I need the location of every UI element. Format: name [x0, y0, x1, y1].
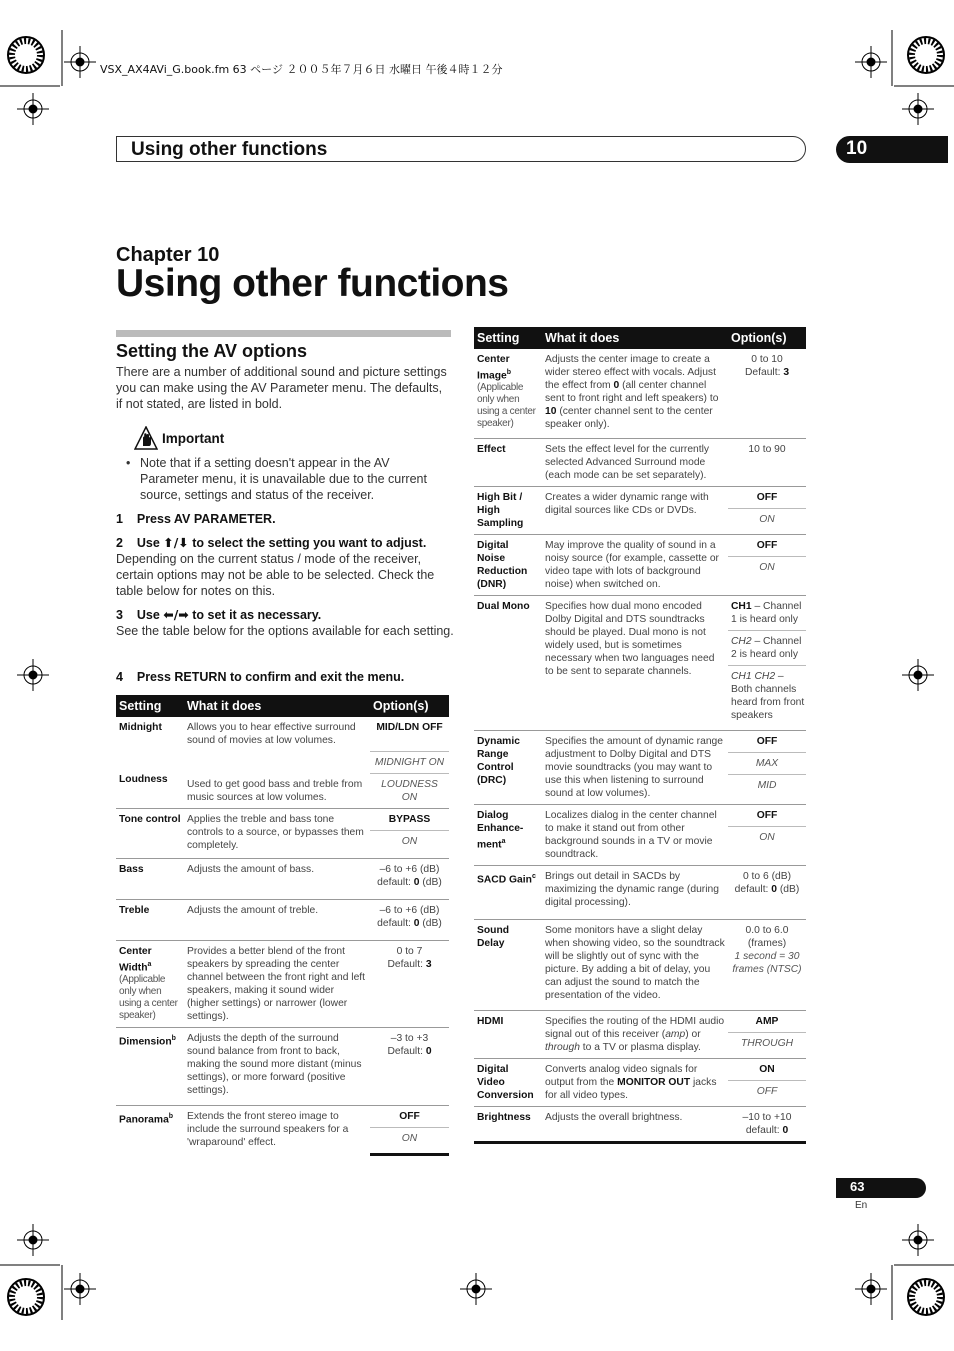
setting-name [116, 940, 184, 1027]
option-alt: THROUGH [728, 1032, 806, 1054]
default-value: 0 [425, 1045, 432, 1057]
option-value [370, 940, 449, 1027]
setting-name: Brightness [474, 1107, 542, 1143]
option-default [373, 1045, 446, 1058]
option-default [731, 883, 803, 896]
option-value [728, 920, 806, 1011]
step-1 [116, 511, 456, 527]
option-value [728, 805, 806, 866]
default-label: Default: [387, 958, 426, 970]
setting-name-text: Center Width [119, 945, 152, 973]
footnote-ref: b [168, 1112, 174, 1120]
desc-part: (center channel sent to the center speaker only). [545, 406, 713, 430]
table-row [474, 1059, 806, 1107]
desc-bold: 0 [613, 380, 620, 391]
desc-part: Adjusts the center image to create a wider stereo effect with vocals. Adjust the effect from [545, 354, 716, 391]
file-header: VSX_AX4AVi_G.book.fm 63 ページ ２００５年７月６日 水曜日 午後４時１２分 [100, 63, 503, 76]
table-row [474, 487, 806, 535]
desc-part: Specifies the routing of the HDMI audio signal out of this receiver ( [545, 1016, 725, 1041]
warning-hand-icon [134, 426, 158, 450]
chapter-tab-number: 10 [846, 138, 868, 159]
step-3-body: See the table below for the options available for each setting. [116, 624, 454, 638]
option-value [370, 751, 449, 773]
default-unit: (dB) [777, 884, 800, 896]
setting-name: Digital Noise Reduction (DNR) [474, 535, 542, 596]
option-alt: ON [728, 556, 806, 574]
setting-description: Allows you to hear effective surround sound of movies at low volumes. [187, 722, 356, 746]
option-value [370, 830, 449, 858]
col-setting: Setting [116, 695, 184, 717]
bullet-dot-icon: • [126, 456, 131, 470]
option-note: 1 second = 30 frames (NTSC) [732, 951, 802, 976]
table-row [474, 1107, 806, 1143]
table-row [474, 920, 806, 1011]
setting-name-text: Dialog Enhance-ment [477, 810, 524, 851]
setting-name: High Bit / High Sampling [474, 487, 542, 535]
setting-description: Adjusts the depth of the surround sound balance from front to back, making the sound more distant (minus settings), or more forward (positive settings). [184, 1027, 370, 1105]
footnote-ref: b [171, 1034, 176, 1042]
setting-name: Sound Delay [474, 920, 542, 1011]
option-alt [728, 630, 806, 661]
option-range: –6 to +6 (dB) [379, 863, 440, 875]
option-alt: MID [728, 774, 806, 798]
table-row [474, 1011, 806, 1059]
option-value [728, 866, 806, 920]
option-key: CH1 CH2 [731, 671, 776, 683]
option-range: 0 to 6 (dB) [742, 871, 792, 883]
table-row [116, 1027, 449, 1105]
setting-name-text: SACD Gain [477, 874, 532, 886]
table-row [116, 808, 449, 830]
important-bullet [126, 455, 451, 503]
setting-name [116, 1027, 184, 1105]
important-bullet-text: Note that if a setting doesn't appear in the AV Parameter menu, it is unavailable due to the current source, settings and status of the receiver. [140, 456, 427, 502]
default-label: default: [377, 876, 414, 888]
table-row [116, 899, 449, 940]
important-title: Important [162, 431, 225, 446]
step-1-text: Press AV PARAMETER. [136, 512, 276, 526]
default-unit: (dB) [419, 876, 442, 888]
col-what: What it does [542, 327, 728, 349]
setting-name: Treble [116, 899, 184, 940]
option-value [370, 1127, 449, 1154]
desc-bold: MONITOR OUT [617, 1077, 691, 1089]
running-header-title: Using other functions [131, 139, 328, 160]
col-what: What it does [184, 695, 370, 717]
option-value [728, 731, 806, 805]
option-default: OFF [399, 1110, 420, 1122]
setting-note: (Applicable only when using a center speaker) [119, 973, 178, 1021]
default-value: 0 [782, 1125, 789, 1137]
setting-description: Provides a better blend of the front speakers by spreading the center channel between the front right and left speakers, making it sound wider (higher settings) or narrower (lower settings). [184, 940, 370, 1027]
setting-name-text: Panorama [119, 1113, 169, 1125]
option-value [728, 349, 806, 439]
option-alt: ON [728, 826, 806, 844]
footnote-ref: c [531, 873, 536, 881]
setting-description: Some monitors have a slight delay when showing video, so the soundtrack will be slightly out of sync with the picture. By adding a bit of delay, you can adjust the sound to match the presentation of the video. [542, 920, 728, 1011]
option-range: 0.0 to 6.0 [745, 925, 789, 937]
table-header-row [116, 695, 449, 717]
section-intro: There are a number of additional sound and picture settings you can make using the AV Parameter menu. The defaults, if not stated, are listed in bold. [116, 365, 447, 411]
option-value [370, 1027, 449, 1105]
desc-part: (all center channel sent to front right and left speakers) to [545, 380, 719, 404]
av-options-table-right [474, 327, 806, 1144]
col-options: Option(s) [728, 327, 806, 349]
default-value: 0 [413, 876, 420, 888]
step-4 [116, 669, 456, 685]
option-range: 10 to 90 [748, 444, 786, 456]
desc-italic: through [545, 1042, 580, 1054]
step-3-number: 3 [116, 608, 123, 622]
option-default: BYPASS [388, 813, 431, 825]
running-header [116, 136, 806, 162]
desc-part: jacks for all video types. [545, 1077, 717, 1102]
step-4-number: 4 [116, 670, 123, 684]
default-label: Default: [744, 367, 784, 378]
default-value: 3 [783, 367, 790, 378]
option-value [370, 858, 449, 899]
section-rule [116, 330, 451, 337]
option-key: CH1 [731, 601, 752, 613]
option-default [373, 876, 446, 889]
setting-name: Effect [474, 439, 542, 487]
option-default [731, 1124, 803, 1137]
setting-description: Specifies how dual mono encoded Dolby Digital and DTS soundtracks should be played. Dual mono is not widely used, but is sometimes necessary when two languages need to be sent to separate channels. [542, 596, 728, 731]
page-language: En [855, 1200, 868, 1211]
default-label: default: [745, 1125, 783, 1137]
option-default: ON [759, 1064, 775, 1076]
default-unit: (dB) [419, 917, 442, 929]
default-label: default: [734, 884, 772, 896]
option-alt: LOUDNESS ON [381, 778, 438, 803]
footnote-ref: b [506, 369, 512, 376]
option-default: OFF [756, 736, 778, 748]
default-value: 3 [425, 958, 432, 970]
table-row [474, 596, 806, 731]
table-header-row [474, 327, 806, 349]
step-3-lead: Use [136, 608, 164, 622]
setting-name [116, 1105, 184, 1154]
setting-description: Adjusts the amount of bass. [184, 858, 370, 899]
option-value [728, 439, 806, 487]
desc-italic: amp [665, 1029, 686, 1041]
setting-name [474, 866, 542, 920]
option-range: –6 to +6 (dB) [379, 904, 440, 916]
option-desc: – Channel 1 is heard only [731, 601, 802, 626]
setting-name [474, 805, 542, 866]
setting-description: Specifies the amount of dynamic range adjustment to Dolby Digital and DTS movie soundtracks (you may want to use this when listening to surround sound at low volumes). [542, 731, 728, 805]
option-desc: – Both channels heard from front speakers [731, 671, 805, 722]
default-label: default: [377, 917, 414, 929]
step-1-number: 1 [116, 512, 123, 526]
option-value [728, 535, 806, 596]
option-unit: (frames) [747, 938, 787, 950]
option-alt: ON [728, 508, 806, 530]
table-row [116, 1105, 449, 1127]
page-number: 63 [850, 1179, 865, 1194]
desc-part: ) or [685, 1029, 701, 1041]
table-row [474, 805, 806, 866]
table-row [474, 439, 806, 487]
desc-part: Converts analog video signals for output from the [545, 1064, 698, 1089]
setting-description [542, 349, 728, 439]
desc-part: to a TV or plasma display. [579, 1042, 701, 1054]
setting-description: Adjusts the overall brightness. [542, 1107, 728, 1143]
section-title: Setting the AV options [116, 341, 307, 361]
default-value: 0 [771, 884, 778, 896]
option-default: AMP [755, 1016, 779, 1028]
option-default [373, 958, 446, 971]
setting-description: Adjusts the amount of treble. [184, 899, 370, 940]
option-value [370, 717, 449, 751]
default-label: Default: [387, 1045, 426, 1057]
option-value [370, 1105, 449, 1127]
setting-name: HDMI [474, 1011, 542, 1059]
step-3-text: to set it as necessary. [188, 608, 322, 622]
table-row [116, 751, 449, 773]
page-number-badge [836, 1178, 926, 1198]
option-key: CH2 [731, 636, 752, 648]
setting-note: (Applicable only when using a center speaker) [477, 382, 536, 430]
setting-name: Bass [116, 858, 184, 899]
setting-description: Creates a wider dynamic range with digital sources like CDs or DVDs. [542, 487, 728, 535]
chapter-label: Chapter 10 [116, 244, 220, 266]
option-value [728, 487, 806, 535]
option-default [731, 600, 803, 626]
option-value [728, 1107, 806, 1143]
table-row [474, 535, 806, 596]
setting-name: Midnight [119, 722, 162, 733]
option-value [370, 773, 449, 808]
option-alt: ON [401, 835, 418, 847]
option-value [728, 1059, 806, 1107]
default-value: 0 [413, 917, 420, 929]
option-value [370, 808, 449, 830]
step-3 [116, 607, 456, 639]
setting-name: Digital Video Conversion [474, 1059, 542, 1107]
step-2-body: Depending on the current status / mode of the receiver, certain options may not be able to be selected. Check the table below for notes on this. [116, 552, 435, 598]
table-row [116, 858, 449, 899]
option-default [373, 917, 446, 930]
setting-description: Applies the treble and bass tone controls to a source, or bypasses them completely. [184, 808, 370, 858]
step-2-number: 2 [116, 536, 123, 550]
setting-description: Extends the front stereo image to include the surround speakers for a 'wraparound' effect. [184, 1105, 370, 1154]
step-2-text: to select the setting you want to adjust. [188, 536, 427, 550]
table-row [116, 940, 449, 1027]
up-down-arrow-icon: ⬆/⬇ [163, 535, 189, 550]
setting-description: Localizes dialog in the center channel to make it stand out from other background sounds in a TV or movie soundtrack. [542, 805, 728, 866]
table-row [116, 717, 449, 751]
setting-name: Tone control [116, 808, 184, 858]
step-2 [116, 535, 456, 599]
setting-name-text: Dimension [119, 1035, 172, 1047]
setting-name [474, 349, 542, 439]
table-row [474, 349, 806, 439]
option-alt [728, 665, 806, 726]
option-alt: MIDNIGHT ON [374, 756, 445, 768]
av-options-table-left [116, 695, 449, 1156]
left-right-arrow-icon: ⬅/➡ [163, 607, 189, 622]
option-default: MID/LDN OFF [376, 722, 443, 733]
setting-name-text: Center Image [477, 354, 510, 382]
footnote-ref: a [147, 960, 152, 968]
step-2-lead: Use [136, 536, 164, 550]
setting-description [542, 1059, 728, 1107]
option-alt: MAX [728, 752, 806, 770]
option-default: OFF [756, 492, 778, 504]
option-alt: ON [401, 1132, 418, 1144]
chapter-tab [836, 136, 948, 163]
option-default [731, 366, 803, 379]
chapter-title: Using other functions [116, 262, 509, 305]
setting-name: Loudness [119, 773, 168, 785]
option-range: –10 to +10 [742, 1112, 792, 1124]
step-4-text: Press RETURN to confirm and exit the menu. [136, 670, 405, 684]
table-row [474, 731, 806, 805]
setting-name: Dynamic Range Control (DRC) [474, 731, 542, 805]
option-range: 0 to 7 [396, 945, 423, 957]
desc-bold: 10 [545, 406, 557, 417]
option-value [728, 1011, 806, 1059]
setting-description: May improve the quality of sound in a noisy source (for example, cassette or video tape with lots of background noise) when switched on. [542, 535, 728, 596]
option-default: OFF [756, 540, 778, 552]
option-range: 0 to 10 [751, 354, 783, 365]
setting-description: Sets the effect level for the currently selected Advanced Surround mode (each mode can be set separately). [542, 439, 728, 487]
setting-description: Brings out detail in SACDs by maximizing the dynamic range (during digital processing). [542, 866, 728, 920]
setting-name: Dual Mono [474, 596, 542, 731]
footnote-ref: a [501, 838, 506, 846]
setting-description: Used to get good bass and treble from music sources at low volumes. [187, 778, 363, 803]
table-row [474, 866, 806, 920]
setting-description [542, 1011, 728, 1059]
option-value [370, 899, 449, 940]
option-alt: OFF [728, 1080, 806, 1102]
option-range: –3 to +3 [390, 1032, 429, 1044]
col-setting: Setting [474, 327, 542, 349]
option-value [728, 596, 806, 731]
option-desc: – Channel 2 is heard only [731, 636, 802, 661]
option-default: OFF [756, 810, 778, 822]
col-options: Option(s) [370, 695, 449, 717]
